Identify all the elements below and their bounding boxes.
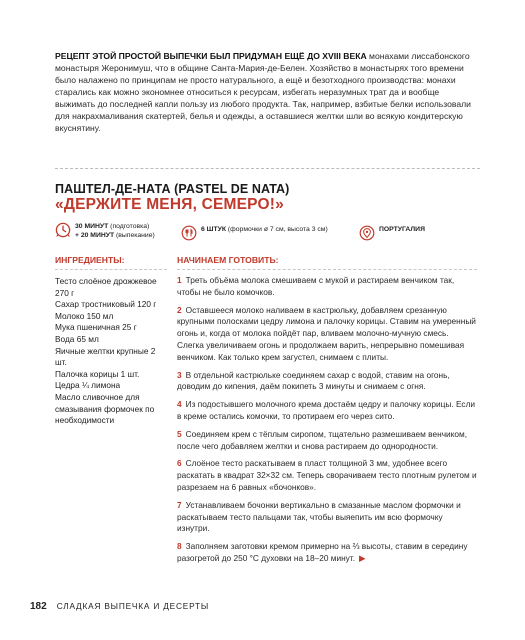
step-text: Соединяем крем с тёплым сиропом, тщательно размешиваем венчиком, после чего добавляем желтки и снова растираем до однородности. <box>177 428 467 451</box>
step-number: 4 <box>177 399 182 410</box>
section-divider <box>55 168 480 169</box>
method-step <box>177 458 477 493</box>
step-text: Оставшееся молоко наливаем в кастрюльку, добавляем срезанную крупными полосками цедру лимона и палочку корицы. Ставим на умеренный огонь и, когда от молока пойдёт пар, вливаем молочно-мучную смесь. Слегка увеличиваем огонь и продолжаем варить, непрерывно помешивая венчиком. Как только крем загустел, снимаем с плиты. <box>177 304 476 362</box>
step-number: 5 <box>177 428 182 439</box>
step-number: 3 <box>177 369 182 380</box>
method-step <box>177 541 477 565</box>
step-text: Треть объёма молока смешиваем с мукой и растираем венчиком так, чтобы не было комочков. <box>177 275 455 297</box>
page-footer <box>30 601 209 612</box>
recipe-meta <box>55 222 485 250</box>
method-step <box>177 399 477 423</box>
ingredient-item: Тесто слоёное дрожжевое 270 г <box>55 276 157 298</box>
method-heading: НАЧИНАЕМ ГОТОВИТЬ: <box>177 255 477 270</box>
continue-arrow-icon: ▶ <box>359 552 366 563</box>
ingredients-heading: ИНГРЕДИЕНТЫ: <box>55 255 167 270</box>
time-bake-value: + 20 МИНУТ <box>75 232 115 239</box>
ingredient-item: Мука пшеничная 25 г <box>55 322 137 333</box>
ingredient-item: Цедра ¼ лимона <box>55 380 121 391</box>
step-text: Из подостывшего молочного крема достаём цедру и палочку корицы. Если в креме остались комочки, то протираем его через сито. <box>177 399 476 421</box>
time-prep-value: 30 МИНУТ <box>75 223 109 230</box>
intro-text: монахами лиссабонского монастыря Жеронимуш, что в общине Санта-Мария-де-Белен. Хозяйство в монастырях того времени было налажено по принципам не просто натурального, а ещё и безотходного производства: монахи старались как можно экономнее относиться к ресурсам, избегать неразумных трат да и вообще выжимать до последней капли пользу из любого продукта. Так, например, взбитые белки использовали для накрахмаливания скатертей, белья и одежды, а оставшиеся желтки шли во всякую кондитерскую вкуснятину. <box>55 51 471 133</box>
step-text: Устанавливаем бочонки вертикально в смазанные маслом формочки и раскатываем тесто пальцами так, чтобы выяепить им всю формочку изнутри. <box>177 499 461 534</box>
intro-paragraph <box>55 50 480 134</box>
ingredient-item: Яичные желтки крупные 2 шт. <box>55 345 156 368</box>
method-step <box>177 305 477 364</box>
ingredients-panel <box>55 255 167 427</box>
step-number: 8 <box>177 541 182 552</box>
origin-country <box>359 225 425 241</box>
section-name: СЛАДКАЯ ВЫПЕЧКА И ДЕСЕРТЫ <box>56 601 210 611</box>
step-number: 2 <box>177 304 182 315</box>
step-number: 7 <box>177 499 182 510</box>
ingredient-item: Палочка корицы 1 шт. <box>55 368 140 379</box>
method-step <box>177 500 477 535</box>
yield-value: 6 ШТУК <box>201 226 227 233</box>
ingredient-item: Молоко 150 мл <box>55 310 114 321</box>
step-number: 1 <box>177 275 182 285</box>
prep-time <box>55 222 155 240</box>
page-number: 182 <box>30 601 47 612</box>
time-bake-note: (выпекание) <box>114 232 155 239</box>
ingredient-item: Масло сливочное для смазывания формочек по необходимости <box>55 391 155 426</box>
prep-time-text <box>75 222 155 240</box>
recipe-title: ПАШТЕЛ-ДЕ-НАТА (PASTEL DE NATA) <box>55 182 290 196</box>
globe-location-icon <box>359 225 375 241</box>
method-step <box>177 429 477 453</box>
country-text: ПОРТУГАЛИЯ <box>379 226 425 233</box>
step-text: В отдельной кастрюльке соединяем сахар с водой, ставим на огонь, доводим до кипения, даём покипеть 3 минуты и снимаем с огня. <box>177 369 450 392</box>
time-prep-note: (подготовка) <box>108 223 150 230</box>
method-panel <box>177 255 477 571</box>
method-step <box>177 275 477 299</box>
step-text: Слоёное тесто раскатываем в пласт толщиной 3 мм, удобнее всего раскатать в квадрат 32×32 см. Теперь сворачиваем тесто плотным рулетом и разрезаем на 6 равных «бочонков». <box>177 458 477 492</box>
recipe-subtitle: «ДЕРЖИТЕ МЕНЯ, СЕМЕРО!» <box>55 196 284 213</box>
servings-text <box>201 225 328 234</box>
step-number: 6 <box>177 458 182 469</box>
intro-lead: РЕЦЕПТ ЭТОЙ ПРОСТОЙ ВЫПЕЧКИ БЫЛ ПРИДУМАН ЕЩЁ ДО XVIII ВЕКА <box>55 51 367 61</box>
method-step <box>177 370 477 394</box>
clock-icon <box>55 222 71 238</box>
step-text: Заполняем заготовки кремом примерно на ⅔ высоты, ставим в середину разогретой до 250 °С духовки на 18–20 минут. <box>177 541 468 563</box>
ingredient-item: Сахар тростниковый 120 г <box>55 299 157 310</box>
ingredient-item: Вода 65 мл <box>55 333 99 344</box>
servings <box>181 225 328 241</box>
yield-note: (формочки ø 7 см, высота 3 см) <box>226 226 328 233</box>
cutlery-icon <box>181 225 197 241</box>
